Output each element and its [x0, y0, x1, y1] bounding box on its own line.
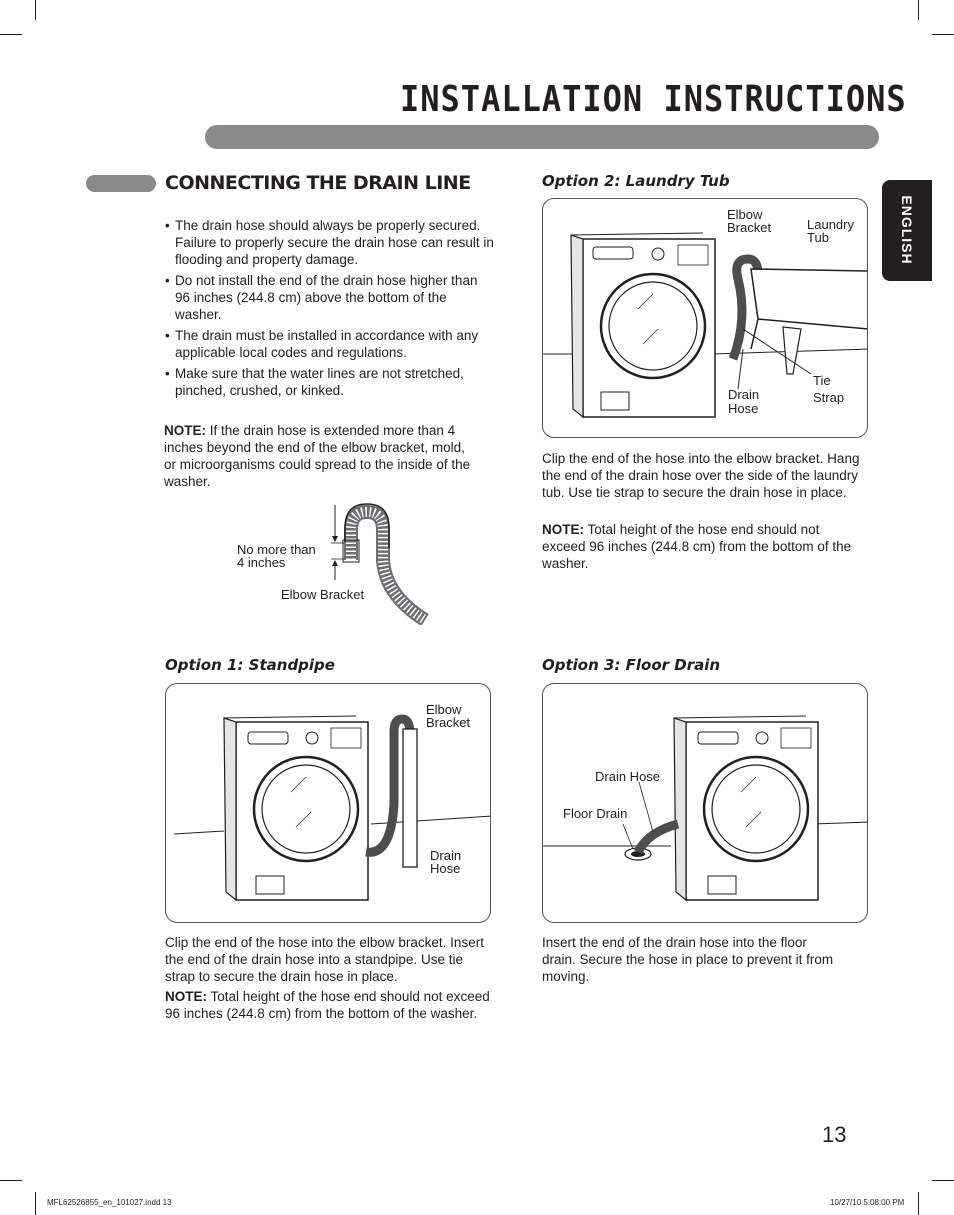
- footer-timestamp: 10/27/10 5:08:00 PM: [830, 1198, 905, 1207]
- option3-title: Option 3: Floor Drain: [542, 656, 721, 674]
- tie-strap-label-line1: Tie: [813, 373, 831, 388]
- note-text: Total height of the hose end should not exceed 96 inches (244.8 cm) from the bottom of the washer.: [542, 522, 852, 571]
- drain-hose-label-line2: Hose: [728, 401, 759, 416]
- elbow-bracket-label-line1: Elbow: [426, 702, 462, 717]
- note-label: NOTE:: [164, 423, 206, 438]
- crop-mark: [0, 34, 22, 35]
- crop-mark: [35, 0, 36, 20]
- laundry-tub-label-line1: Laundry: [807, 217, 854, 232]
- note-label: NOTE:: [165, 989, 207, 1004]
- crop-mark: [932, 1180, 954, 1181]
- option2-figure: [542, 198, 868, 438]
- note-label: NOTE:: [542, 522, 584, 537]
- option1-title: Option 1: Standpipe: [165, 656, 335, 674]
- option3-text: Insert the end of the drain hose into the floor drain. Secure the hose in place to prevent it from moving.: [542, 935, 834, 984]
- section-title: CONNECTING THE DRAIN LINE: [165, 172, 471, 194]
- section-pill: [86, 175, 156, 192]
- note-text: Total height of the hose end should not exceed 96 inches (244.8 cm) from the bottom of the washer.: [165, 989, 490, 1021]
- crop-mark: [932, 34, 954, 35]
- list-item: • Make sure that the water lines are not stretched, pinched, crushed, or kinked.: [165, 365, 495, 399]
- option2-text: Clip the end of the hose into the elbow bracket. Hang the end of the drain hose over the side of the laundry tub. Use tie strap to secure the drain hose in place.: [542, 451, 860, 500]
- laundry-tub-label-line2: Tub: [807, 230, 829, 245]
- drain-hose-label-line1: Drain: [728, 387, 760, 402]
- washer-illustration: [543, 684, 868, 923]
- list-item: • Do not install the end of the drain hose higher than 96 inches (244.8 cm) above the bottom of the washer.: [165, 272, 495, 323]
- tie-strap-label-line2: Strap: [813, 390, 845, 405]
- option1-note: [165, 988, 495, 1022]
- floor-drain-label: Floor Drain: [563, 806, 628, 821]
- option3-figure: [542, 683, 868, 923]
- elbow-bracket-label: Elbow Bracket: [281, 587, 365, 602]
- page-number: 13: [822, 1122, 847, 1147]
- elbow-bracket-label-line2: Bracket: [727, 220, 772, 235]
- option2-title: Option 2: Laundry Tub: [542, 172, 730, 190]
- elbow-bracket-illustration: [325, 500, 435, 625]
- elbow-bracket-label-line2: Bracket: [426, 715, 471, 730]
- header-bar: [205, 125, 879, 149]
- footer-file-info: MFL62526855_en_101027.indd 13: [47, 1198, 172, 1207]
- drain-hose-label-line2: Hose: [430, 861, 461, 876]
- option1-text: Clip the end of the hose into the elbow bracket. Insert the end of the drain hose into a standpipe. Use tie strap to secure the drain hose in place.: [165, 935, 484, 984]
- note-text: If the drain hose is extended more than 4 inches beyond the end of the elbow bracket, mold, or microorganisms could spread to the inside of the washer.: [164, 423, 471, 489]
- page-title: INSTALLATION INSTRUCTIONS: [400, 78, 907, 120]
- drain-hose-label-line1: Drain: [430, 848, 462, 863]
- measure-label-line1: No more than: [237, 542, 316, 557]
- list-item: • The drain must be installed in accordance with any applicable local codes and regulations.: [165, 327, 495, 361]
- language-tab: [882, 180, 932, 281]
- crop-mark: [918, 0, 919, 20]
- section-note: [164, 422, 476, 490]
- drain-hose-label: Drain Hose: [595, 769, 661, 784]
- bullet-list: [165, 217, 495, 403]
- measure-label-line2: 4 inches: [237, 555, 286, 570]
- crop-mark: [918, 1192, 919, 1215]
- language-tab-label: ENGLISH: [899, 195, 915, 265]
- crop-mark: [0, 1180, 22, 1181]
- option1-figure: [165, 683, 491, 923]
- list-item: • The drain hose should always be properly secured. Failure to properly secure the drain hose can result in flooding and property damage.: [165, 217, 495, 268]
- option2-note: [542, 521, 864, 572]
- elbow-bracket-label-line1: Elbow: [727, 207, 763, 222]
- crop-mark: [35, 1192, 36, 1215]
